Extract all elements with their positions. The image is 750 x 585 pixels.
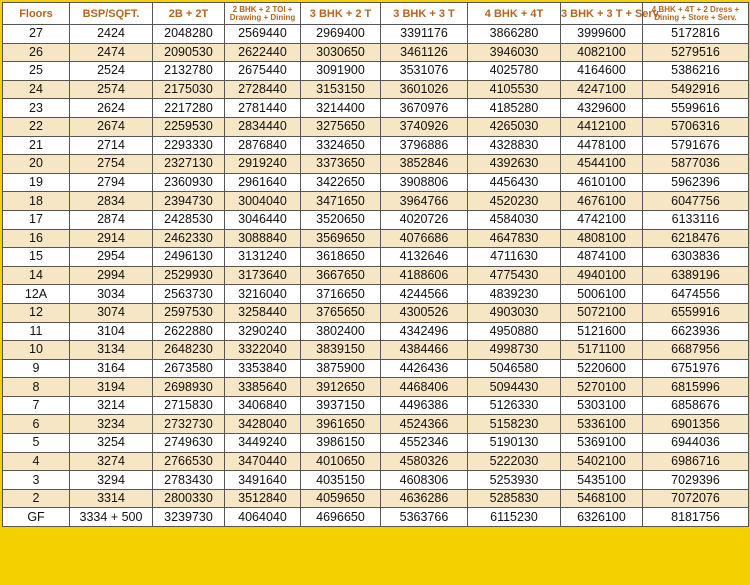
table-row <box>3 471 749 490</box>
cell-2b-2t: 3239730 <box>153 508 225 527</box>
cell-3bhk-2t: 3422650 <box>301 173 381 192</box>
table-row <box>3 266 749 285</box>
table-row <box>3 415 749 434</box>
cell-4bhk-4t: 5222030 <box>468 452 561 471</box>
cell-4bhk-4t-dress: 6901356 <box>643 415 749 434</box>
cell-3bhk-3t-serv: 3999600 <box>561 25 643 44</box>
cell-floor: 12 <box>3 303 70 322</box>
cell-4bhk-4t: 5253930 <box>468 471 561 490</box>
cell-3bhk-3t-serv: 5072100 <box>561 303 643 322</box>
table-row <box>3 155 749 174</box>
cell-4bhk-4t: 5094430 <box>468 378 561 397</box>
cell-3bhk-3t: 4468406 <box>381 378 468 397</box>
cell-4bhk-4t-dress: 5172816 <box>643 25 749 44</box>
cell-4bhk-4t-dress: 5962396 <box>643 173 749 192</box>
cell-4bhk-4t: 4025780 <box>468 62 561 81</box>
cell-floor: 7 <box>3 396 70 415</box>
cell-bsp: 2574 <box>70 80 153 99</box>
cell-3bhk-3t: 4524366 <box>381 415 468 434</box>
cell-4bhk-4t-dress: 6218476 <box>643 229 749 248</box>
cell-floor: 18 <box>3 192 70 211</box>
cell-4bhk-4t-dress: 6047756 <box>643 192 749 211</box>
cell-2b-2t: 2732730 <box>153 415 225 434</box>
cell-4bhk-4t-dress: 5877036 <box>643 155 749 174</box>
table-row <box>3 62 749 81</box>
cell-3bhk-3t-serv: 5336100 <box>561 415 643 434</box>
cell-2bhk-2toi: 2728440 <box>225 80 301 99</box>
cell-3bhk-3t-serv: 5121600 <box>561 322 643 341</box>
table-row <box>3 378 749 397</box>
cell-2bhk-2toi: 2569440 <box>225 25 301 44</box>
cell-2bhk-2toi: 3512840 <box>225 489 301 508</box>
cell-bsp: 3254 <box>70 434 153 453</box>
cell-3bhk-3t-serv: 4610100 <box>561 173 643 192</box>
cell-floor: 24 <box>3 80 70 99</box>
cell-3bhk-2t: 3839150 <box>301 341 381 360</box>
cell-3bhk-3t-serv: 4874100 <box>561 248 643 267</box>
cell-bsp: 2794 <box>70 173 153 192</box>
cell-3bhk-3t: 4384466 <box>381 341 468 360</box>
cell-4bhk-4t: 4839230 <box>468 285 561 304</box>
cell-3bhk-3t: 3531076 <box>381 62 468 81</box>
cell-3bhk-3t-serv: 5171100 <box>561 341 643 360</box>
table-row <box>3 192 749 211</box>
header-2bhk-2toi-drawing-dining <box>225 3 301 25</box>
cell-2b-2t: 2529930 <box>153 266 225 285</box>
cell-3bhk-3t: 4076686 <box>381 229 468 248</box>
cell-4bhk-4t-dress: 6858676 <box>643 396 749 415</box>
cell-3bhk-3t-serv: 4247100 <box>561 80 643 99</box>
cell-3bhk-2t: 3091900 <box>301 62 381 81</box>
cell-3bhk-3t-serv: 5270100 <box>561 378 643 397</box>
header-3bhk-3t: 3 BHK + 3 T <box>381 3 468 25</box>
cell-3bhk-2t: 3802400 <box>301 322 381 341</box>
cell-3bhk-2t: 3471650 <box>301 192 381 211</box>
cell-bsp: 2424 <box>70 25 153 44</box>
table-row <box>3 117 749 136</box>
cell-3bhk-3t-serv: 6326100 <box>561 508 643 527</box>
header-2b-2t: 2B + 2T <box>153 3 225 25</box>
cell-2bhk-2toi: 3173640 <box>225 266 301 285</box>
cell-4bhk-4t: 4647830 <box>468 229 561 248</box>
cell-3bhk-3t-serv: 4676100 <box>561 192 643 211</box>
cell-bsp: 2624 <box>70 99 153 118</box>
table-row <box>3 43 749 62</box>
cell-floor: 3 <box>3 471 70 490</box>
cell-2b-2t: 2766530 <box>153 452 225 471</box>
cell-2bhk-2toi: 3428040 <box>225 415 301 434</box>
price-table <box>2 2 749 527</box>
cell-3bhk-3t: 3964766 <box>381 192 468 211</box>
cell-3bhk-3t: 4020726 <box>381 210 468 229</box>
cell-bsp: 3274 <box>70 452 153 471</box>
cell-3bhk-3t-serv: 4940100 <box>561 266 643 285</box>
cell-2bhk-2toi: 3131240 <box>225 248 301 267</box>
header-floors: Floors <box>3 3 70 25</box>
cell-2b-2t: 2428530 <box>153 210 225 229</box>
cell-3bhk-2t: 3520650 <box>301 210 381 229</box>
cell-4bhk-4t-dress: 5791676 <box>643 136 749 155</box>
cell-3bhk-3t: 3670976 <box>381 99 468 118</box>
cell-4bhk-4t-dress: 6751976 <box>643 359 749 378</box>
cell-4bhk-4t-dress: 6944036 <box>643 434 749 453</box>
table-row <box>3 322 749 341</box>
cell-4bhk-4t: 3866280 <box>468 25 561 44</box>
cell-floor: 26 <box>3 43 70 62</box>
cell-3bhk-2t: 3373650 <box>301 155 381 174</box>
cell-3bhk-3t: 3461126 <box>381 43 468 62</box>
cell-3bhk-3t: 4244566 <box>381 285 468 304</box>
cell-4bhk-4t-dress: 8181756 <box>643 508 749 527</box>
cell-3bhk-3t-serv: 5402100 <box>561 452 643 471</box>
cell-3bhk-2t: 4035150 <box>301 471 381 490</box>
cell-3bhk-3t: 4608306 <box>381 471 468 490</box>
cell-floor: 8 <box>3 378 70 397</box>
cell-bsp: 3164 <box>70 359 153 378</box>
cell-floor: 12A <box>3 285 70 304</box>
cell-bsp: 3334 + 500 <box>70 508 153 527</box>
cell-4bhk-4t: 4328830 <box>468 136 561 155</box>
cell-2bhk-2toi: 2675440 <box>225 62 301 81</box>
table-row <box>3 396 749 415</box>
table-row <box>3 359 749 378</box>
header-bsp: BSP/SQFT. <box>70 3 153 25</box>
cell-2b-2t: 2293330 <box>153 136 225 155</box>
table-row <box>3 452 749 471</box>
cell-3bhk-2t: 4696650 <box>301 508 381 527</box>
cell-3bhk-3t-serv: 5220600 <box>561 359 643 378</box>
cell-3bhk-3t: 3601026 <box>381 80 468 99</box>
cell-3bhk-3t-serv: 4082100 <box>561 43 643 62</box>
cell-3bhk-3t-serv: 4742100 <box>561 210 643 229</box>
cell-bsp: 2914 <box>70 229 153 248</box>
cell-4bhk-4t: 3946030 <box>468 43 561 62</box>
cell-bsp: 2954 <box>70 248 153 267</box>
cell-4bhk-4t: 4903030 <box>468 303 561 322</box>
cell-3bhk-3t: 4552346 <box>381 434 468 453</box>
cell-3bhk-3t-serv: 4164600 <box>561 62 643 81</box>
cell-floor: 19 <box>3 173 70 192</box>
cell-floor: 4 <box>3 452 70 471</box>
cell-floor: 21 <box>3 136 70 155</box>
cell-3bhk-2t: 3030650 <box>301 43 381 62</box>
cell-4bhk-4t: 5190130 <box>468 434 561 453</box>
table-row <box>3 173 749 192</box>
cell-2bhk-2toi: 3258440 <box>225 303 301 322</box>
cell-2b-2t: 2673580 <box>153 359 225 378</box>
cell-2b-2t: 2597530 <box>153 303 225 322</box>
price-table-body <box>3 25 749 527</box>
cell-3bhk-3t: 4636286 <box>381 489 468 508</box>
cell-2bhk-2toi: 2622440 <box>225 43 301 62</box>
cell-4bhk-4t-dress: 6133116 <box>643 210 749 229</box>
cell-bsp: 2994 <box>70 266 153 285</box>
cell-floor: 10 <box>3 341 70 360</box>
cell-3bhk-2t: 3153150 <box>301 80 381 99</box>
cell-bsp: 2834 <box>70 192 153 211</box>
cell-3bhk-3t: 4132646 <box>381 248 468 267</box>
table-row <box>3 434 749 453</box>
cell-2bhk-2toi: 2876840 <box>225 136 301 155</box>
cell-3bhk-2t: 3618650 <box>301 248 381 267</box>
cell-3bhk-3t-serv: 4808100 <box>561 229 643 248</box>
cell-3bhk-2t: 3275650 <box>301 117 381 136</box>
cell-4bhk-4t: 4265030 <box>468 117 561 136</box>
header-3bhk-2t: 3 BHK + 2 T <box>301 3 381 25</box>
cell-4bhk-4t-dress: 7072076 <box>643 489 749 508</box>
cell-4bhk-4t: 4998730 <box>468 341 561 360</box>
cell-2b-2t: 2715830 <box>153 396 225 415</box>
cell-3bhk-2t: 3937150 <box>301 396 381 415</box>
header-4bhk-dress-line2: Dining + Store + Serv. <box>654 12 737 22</box>
cell-bsp: 2754 <box>70 155 153 174</box>
cell-4bhk-4t-dress: 5492916 <box>643 80 749 99</box>
cell-floor: 25 <box>3 62 70 81</box>
cell-3bhk-2t: 3875900 <box>301 359 381 378</box>
cell-2b-2t: 2783430 <box>153 471 225 490</box>
cell-3bhk-3t-serv: 5006100 <box>561 285 643 304</box>
cell-3bhk-2t: 4010650 <box>301 452 381 471</box>
cell-3bhk-2t: 3214400 <box>301 99 381 118</box>
cell-2b-2t: 2090530 <box>153 43 225 62</box>
header-4bhk-4t: 4 BHK + 4T <box>468 3 561 25</box>
cell-floor: 2 <box>3 489 70 508</box>
cell-3bhk-2t: 3716650 <box>301 285 381 304</box>
cell-4bhk-4t-dress: 6389196 <box>643 266 749 285</box>
cell-bsp: 3214 <box>70 396 153 415</box>
cell-4bhk-4t-dress: 6559916 <box>643 303 749 322</box>
cell-3bhk-3t-serv: 4329600 <box>561 99 643 118</box>
cell-2bhk-2toi: 4064040 <box>225 508 301 527</box>
cell-bsp: 3134 <box>70 341 153 360</box>
header-2bhk-2toi-line1: 2 BHK + 2 TOI + <box>232 4 293 14</box>
cell-2b-2t: 2217280 <box>153 99 225 118</box>
cell-4bhk-4t: 4456430 <box>468 173 561 192</box>
cell-3bhk-3t-serv: 5369100 <box>561 434 643 453</box>
cell-bsp: 3104 <box>70 322 153 341</box>
cell-2bhk-2toi: 3353840 <box>225 359 301 378</box>
cell-4bhk-4t-dress: 6815996 <box>643 378 749 397</box>
cell-2b-2t: 2622880 <box>153 322 225 341</box>
cell-floor: 5 <box>3 434 70 453</box>
cell-floor: 27 <box>3 25 70 44</box>
cell-2bhk-2toi: 3216040 <box>225 285 301 304</box>
cell-2bhk-2toi: 3046440 <box>225 210 301 229</box>
table-row <box>3 508 749 527</box>
cell-4bhk-4t-dress: 6623936 <box>643 322 749 341</box>
cell-3bhk-2t: 3986150 <box>301 434 381 453</box>
cell-3bhk-2t: 3569650 <box>301 229 381 248</box>
cell-floor: 6 <box>3 415 70 434</box>
header-row <box>3 3 749 25</box>
table-row <box>3 248 749 267</box>
cell-bsp: 2714 <box>70 136 153 155</box>
cell-bsp: 3034 <box>70 285 153 304</box>
cell-4bhk-4t: 5126330 <box>468 396 561 415</box>
cell-2b-2t: 2048280 <box>153 25 225 44</box>
cell-2b-2t: 2496130 <box>153 248 225 267</box>
header-4bhk-4t-dress <box>643 3 749 25</box>
cell-3bhk-3t-serv: 4412100 <box>561 117 643 136</box>
cell-2b-2t: 2698930 <box>153 378 225 397</box>
cell-4bhk-4t-dress: 6474556 <box>643 285 749 304</box>
cell-floor: 15 <box>3 248 70 267</box>
header-4bhk-dress-line1: 4 BHK + 4T + 2 Dress + <box>651 4 740 14</box>
cell-4bhk-4t-dress: 5706316 <box>643 117 749 136</box>
cell-3bhk-2t: 3765650 <box>301 303 381 322</box>
table-row <box>3 136 749 155</box>
cell-bsp: 2474 <box>70 43 153 62</box>
table-row <box>3 489 749 508</box>
cell-3bhk-3t-serv: 4544100 <box>561 155 643 174</box>
cell-4bhk-4t: 4185280 <box>468 99 561 118</box>
cell-2bhk-2toi: 3290240 <box>225 322 301 341</box>
cell-4bhk-4t-dress: 6986716 <box>643 452 749 471</box>
cell-3bhk-2t: 3324650 <box>301 136 381 155</box>
cell-2bhk-2toi: 2919240 <box>225 155 301 174</box>
cell-2bhk-2toi: 3406840 <box>225 396 301 415</box>
cell-floor: 23 <box>3 99 70 118</box>
cell-floor: 20 <box>3 155 70 174</box>
table-row <box>3 341 749 360</box>
cell-2b-2t: 2132780 <box>153 62 225 81</box>
cell-2b-2t: 2462330 <box>153 229 225 248</box>
table-row <box>3 25 749 44</box>
cell-3bhk-3t: 4300526 <box>381 303 468 322</box>
cell-3bhk-2t: 3912650 <box>301 378 381 397</box>
cell-bsp: 2524 <box>70 62 153 81</box>
cell-4bhk-4t: 6115230 <box>468 508 561 527</box>
cell-floor: 22 <box>3 117 70 136</box>
cell-3bhk-3t: 3740926 <box>381 117 468 136</box>
cell-4bhk-4t: 4711630 <box>468 248 561 267</box>
cell-4bhk-4t: 4105530 <box>468 80 561 99</box>
cell-3bhk-3t: 4188606 <box>381 266 468 285</box>
table-row <box>3 303 749 322</box>
cell-4bhk-4t: 5285830 <box>468 489 561 508</box>
cell-2bhk-2toi: 2961640 <box>225 173 301 192</box>
cell-3bhk-3t-serv: 5303100 <box>561 396 643 415</box>
cell-4bhk-4t-dress: 7029396 <box>643 471 749 490</box>
cell-2bhk-2toi: 3088840 <box>225 229 301 248</box>
cell-bsp: 3234 <box>70 415 153 434</box>
cell-2b-2t: 2563730 <box>153 285 225 304</box>
cell-4bhk-4t-dress: 5386216 <box>643 62 749 81</box>
cell-2b-2t: 2648230 <box>153 341 225 360</box>
cell-2bhk-2toi: 3449240 <box>225 434 301 453</box>
cell-4bhk-4t-dress: 5599616 <box>643 99 749 118</box>
cell-4bhk-4t: 4950880 <box>468 322 561 341</box>
cell-floor: 16 <box>3 229 70 248</box>
cell-4bhk-4t-dress: 6687956 <box>643 341 749 360</box>
cell-floor: 9 <box>3 359 70 378</box>
table-row <box>3 210 749 229</box>
cell-2b-2t: 2327130 <box>153 155 225 174</box>
cell-floor: GF <box>3 508 70 527</box>
cell-floor: 11 <box>3 322 70 341</box>
cell-4bhk-4t: 4520230 <box>468 192 561 211</box>
header-2bhk-2toi-line2: Drawing + Dining <box>229 12 296 22</box>
cell-4bhk-4t-dress: 6303836 <box>643 248 749 267</box>
cell-4bhk-4t: 4392630 <box>468 155 561 174</box>
cell-2b-2t: 2259530 <box>153 117 225 136</box>
cell-bsp: 3294 <box>70 471 153 490</box>
cell-4bhk-4t: 4775430 <box>468 266 561 285</box>
table-row <box>3 99 749 118</box>
cell-3bhk-3t: 4496386 <box>381 396 468 415</box>
cell-2b-2t: 2800330 <box>153 489 225 508</box>
cell-3bhk-3t: 4580326 <box>381 452 468 471</box>
cell-bsp: 3194 <box>70 378 153 397</box>
cell-2b-2t: 2175030 <box>153 80 225 99</box>
cell-bsp: 2674 <box>70 117 153 136</box>
cell-3bhk-2t: 3961650 <box>301 415 381 434</box>
cell-3bhk-3t-serv: 4478100 <box>561 136 643 155</box>
cell-3bhk-3t: 4342496 <box>381 322 468 341</box>
cell-2bhk-2toi: 3491640 <box>225 471 301 490</box>
cell-2bhk-2toi: 3470440 <box>225 452 301 471</box>
cell-3bhk-3t: 3796886 <box>381 136 468 155</box>
header-3bhk-3t-serv: 3 BHK + 3 T + Serv. <box>561 3 643 25</box>
table-row <box>3 229 749 248</box>
cell-bsp: 2874 <box>70 210 153 229</box>
cell-2bhk-2toi: 2834440 <box>225 117 301 136</box>
cell-3bhk-3t: 3391176 <box>381 25 468 44</box>
cell-3bhk-2t: 4059650 <box>301 489 381 508</box>
cell-2b-2t: 2394730 <box>153 192 225 211</box>
cell-3bhk-3t: 3908806 <box>381 173 468 192</box>
cell-bsp: 3074 <box>70 303 153 322</box>
cell-2b-2t: 2360930 <box>153 173 225 192</box>
cell-floor: 14 <box>3 266 70 285</box>
cell-floor: 17 <box>3 210 70 229</box>
cell-3bhk-2t: 3667650 <box>301 266 381 285</box>
cell-4bhk-4t: 5046580 <box>468 359 561 378</box>
cell-3bhk-3t: 3852846 <box>381 155 468 174</box>
cell-2bhk-2toi: 3322040 <box>225 341 301 360</box>
cell-2bhk-2toi: 3004040 <box>225 192 301 211</box>
cell-2bhk-2toi: 3385640 <box>225 378 301 397</box>
cell-2b-2t: 2749630 <box>153 434 225 453</box>
cell-3bhk-2t: 2969400 <box>301 25 381 44</box>
cell-3bhk-3t: 4426436 <box>381 359 468 378</box>
cell-3bhk-3t: 5363766 <box>381 508 468 527</box>
cell-4bhk-4t: 5158230 <box>468 415 561 434</box>
cell-2bhk-2toi: 2781440 <box>225 99 301 118</box>
cell-3bhk-3t-serv: 5468100 <box>561 489 643 508</box>
table-row <box>3 285 749 304</box>
cell-4bhk-4t-dress: 5279516 <box>643 43 749 62</box>
cell-bsp: 3314 <box>70 489 153 508</box>
cell-4bhk-4t: 4584030 <box>468 210 561 229</box>
cell-3bhk-3t-serv: 5435100 <box>561 471 643 490</box>
table-row <box>3 80 749 99</box>
